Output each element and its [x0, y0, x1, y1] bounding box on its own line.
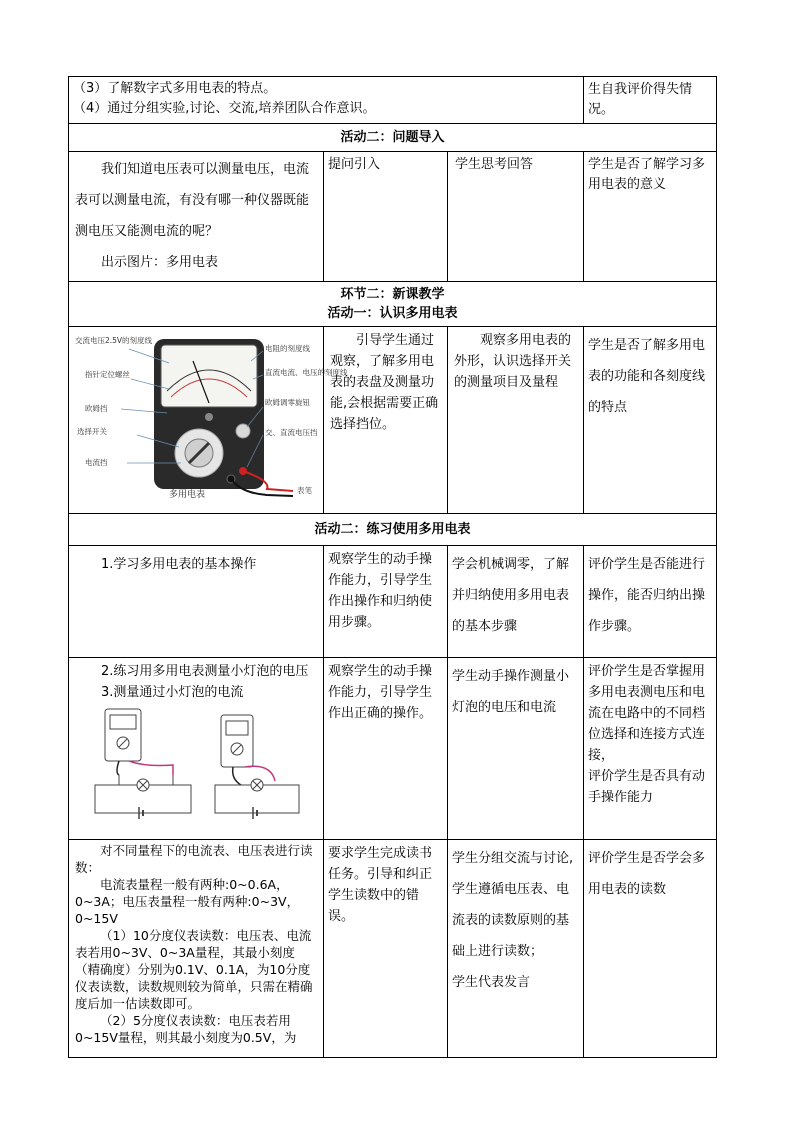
practice-2-teacher-cell: 观察学生的动手操作能力，引导学生作出正确的操作。: [324, 658, 448, 840]
activity2-intro-row: [69, 152, 717, 282]
practice-header-row: [69, 514, 717, 546]
lesson-plan-page: [68, 76, 716, 1058]
practice-header: 活动二：练习使用多用电表: [69, 514, 717, 546]
intro-question: 我们知道电压表可以测量电压，电流表可以测量电流，有没有哪一种仪器既能测电压又能测电流的呢？: [75, 162, 310, 239]
practice-1-student-cell: 学会机械调零，了解并归纳使用多用电表的基本步骤: [448, 546, 584, 658]
meter-figure-cell: [69, 327, 348, 514]
meter-right-display: [226, 721, 248, 735]
label-resistance-scale: 电阻的刻度线: [265, 344, 310, 353]
meter-left-display: [110, 715, 136, 729]
practice-2-evaluation-cell: [584, 658, 717, 840]
activity1-row: [69, 327, 717, 514]
practice-2-evaluation-2: 评价学生是否具有动手操作能力: [588, 769, 706, 805]
objectives-cell: [69, 77, 584, 124]
intro-evaluation-cell: 学生是否了解学习多用电表的意义: [584, 152, 717, 282]
objective-4: （4）通过分组实验,讨论、交流,培养团队合作意识。: [73, 101, 376, 116]
practice-1-content: 1.学习多用电表的基本操作: [101, 557, 257, 572]
lesson-plan-table: [68, 76, 717, 1058]
intro-teacher-cell: 提问引入: [324, 152, 448, 282]
practice-3-student-1: 学生分组交流与讨论,学生遵循电压表、电流表的读数原则的基础上进行读数；: [452, 851, 574, 959]
label-ac-2.5v-scale: 交流电压2.5V的刻度线: [75, 336, 153, 345]
reading-ranges: 电流表量程一般有两种:0~0.6A，0~3A；电压表量程一般有两种:0~3V，0~15V: [75, 877, 300, 926]
multimeter-diagram: [71, 331, 348, 501]
intro-student-cell: 学生思考回答: [448, 152, 584, 282]
practice-2-line2: 3.测量通过小灯泡的电流: [101, 685, 244, 700]
objectives-evaluation: 生自我评价得失情况。: [584, 77, 717, 124]
activity2-intro-header: 活动二：问题导入: [69, 124, 717, 152]
practice-3-student-cell: [448, 840, 584, 1058]
practice-row-1: [69, 546, 717, 658]
practice-1-evaluation-cell: 评价学生是否能进行操作，能否归纳出操作步骤。: [584, 546, 717, 658]
objectives-row: [69, 77, 717, 124]
voltage-measurement-circuit: [95, 709, 191, 819]
meter-right-red-lead: [245, 766, 275, 781]
section2-header-cell: [69, 282, 717, 327]
reading-rule-5: （2）5分度仪表读数：电压表若用0~15V量程，则其最小刻度为0.5V，为: [75, 1013, 297, 1045]
circuit-diagrams: [75, 703, 315, 821]
meter-right-black-lead: [233, 767, 241, 785]
activity1-teacher-text: 引导学生通过观察，了解多用电表的表盘及测量功能,会根据需要正确选择挡位。: [330, 333, 439, 432]
practice-3-teacher-cell: 要求学生完成读书任务。引导和纠正学生读数中的错误。: [324, 840, 448, 1058]
label-dc-scale: 直流电流、电压的刻度线: [265, 368, 348, 377]
activity1-evaluation-cell: 学生是否了解多用电表的功能和各刻度线的特点: [584, 327, 717, 514]
meter-dial: [161, 345, 257, 407]
label-ohm-range: 欧姆挡: [85, 404, 108, 413]
activity1-title: 活动一：认识多用电表: [327, 306, 458, 321]
current-measurement-circuit: [215, 715, 299, 819]
practice-1-content-cell: [69, 546, 324, 658]
section2-header-row: [69, 282, 717, 327]
label-probe: 表笔: [297, 486, 312, 495]
reading-instructions-cell: [69, 840, 324, 1058]
practice-2-content-cell: [69, 658, 324, 840]
reading-intro: 对不同量程下的电流表、电压表进行读数：: [75, 843, 313, 875]
section2-title: 环节二：新课教学: [340, 287, 445, 302]
activity2-intro-header-row: [69, 124, 717, 152]
label-pointer-screw: 指针定位螺丝: [85, 370, 130, 379]
activity1-student-text: 观察多用电表的外形，认识选择开关的测量项目及量程: [454, 333, 572, 390]
practice-row-3: [69, 840, 717, 1058]
practice-2-line1: 2.练习用多用电表测量小灯泡的电压: [101, 664, 309, 679]
label-ohm-zero-knob: 欧姆调零旋钮: [265, 398, 310, 407]
practice-2-student-cell: 学生动手操作测量小灯泡的电压和电流: [448, 658, 584, 840]
practice-3-student-2: 学生代表发言: [452, 975, 531, 990]
practice-row-2: [69, 658, 717, 840]
objective-3: （3）了解数字式多用电表的特点。: [73, 81, 277, 96]
label-voltage-range: 交、直流电压挡: [265, 428, 318, 437]
meter-left-black-lead: [117, 761, 119, 775]
label-selector-switch: 选择开关: [77, 427, 107, 436]
practice-3-evaluation-cell: 评价学生是否学会多用电表的读数: [584, 840, 717, 1058]
pointer-adjust-screw: [205, 413, 213, 421]
label-multimeter: 多用电表: [169, 490, 206, 500]
practice-1-teacher-cell: 观察学生的动手操作能力，引导学生作出操作和归纳使用步骤。: [324, 546, 448, 658]
activity1-student-cell: [448, 327, 584, 514]
intro-show-picture: 出示图片：多用电表: [101, 255, 219, 270]
reading-rule-10: （1）10分度仪表读数：电压表、电流表若用0~3V、0~3A量程，其最小刻度（精确度）分别为0.1V、0.1A，为10分度仪表读数，读数规则较为简单，只需在精确度后加一估读数即可。: [75, 928, 313, 1011]
meter-left-red-lead: [129, 761, 173, 775]
label-current-range: 电流挡: [85, 458, 108, 467]
intro-question-cell: [69, 152, 324, 282]
activity1-teacher-cell: [324, 327, 448, 514]
practice-2-evaluation-1: 评价学生是否掌握用多用电表测电压和电流在电路中的不同档位选择和连接方式连接，: [588, 664, 706, 763]
